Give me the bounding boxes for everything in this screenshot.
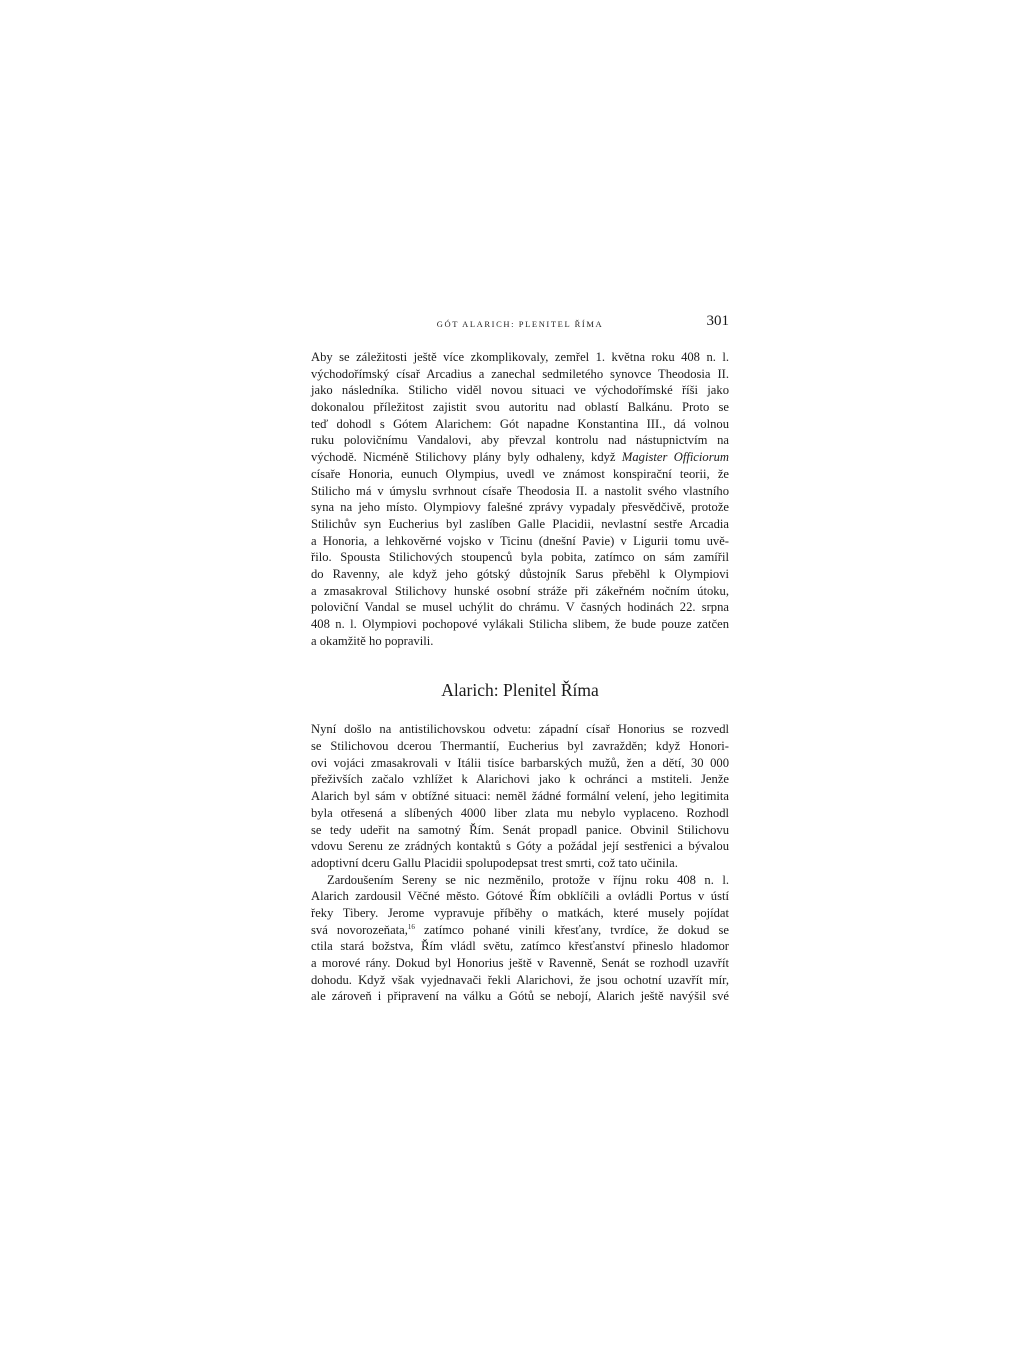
text-line: Stilicho má v úmyslu svrhnout císaře Theodosia II. a nastolit svého vlastního [311, 483, 729, 498]
text-line: ctila stará božstva, Řím vládl světu, zatímco křesťanství přineslo hladomor [311, 939, 729, 954]
text-run: zatímco pohané vinili křesťany, tvrdíce, že dokud se [414, 922, 729, 937]
text-line: Zardoušením Sereny se nic nezměnilo, protože v říjnu roku 408 n. l. [327, 872, 729, 887]
text-run: východě. Nicméně Stilichovy plány byly odhaleny, když [311, 450, 622, 465]
text-line: ale zároveň i připravení na válku a Gótů se nebojí, Alarich ještě navýšil své [311, 989, 729, 1004]
text-line: vdovu Serenu ze zrádných kontaktů s Góty a požádal její sestřenici a bývalou [311, 839, 729, 854]
text-line: Stilichův syn Eucherius byl zaslíben Galle Placidii, nevlastní sestře Arcadia [311, 516, 729, 531]
text-line: a okamžitě ho popravili. [311, 633, 434, 648]
paragraph-3 [311, 872, 729, 1006]
text-line: dokonalou příležitost zajistit svou autoritu nad oblastí Balkánu. Proto se [311, 400, 729, 415]
section-heading: Alarich: Plenitel Říma [441, 680, 599, 701]
paragraph-2 [311, 721, 729, 871]
text-line: Alarich byl sám v obtížné situaci: neměl žádné formální velení, jeho legitimita [311, 789, 729, 804]
text-line: dohodu. Když však vyjednavači řekli Alarichovi, že jsou ochotní uzavřít mír, [311, 972, 729, 987]
text-line: poloviční Vandal se musel uchýlit do chrámu. V časných hodinách 22. srpna [311, 600, 729, 615]
text-line: Aby se záležitosti ještě více zkomplikovaly, zemřel 1. května roku 408 n. l. [311, 350, 729, 364]
text-line [311, 922, 729, 939]
text-line: se Stilichovou dcerou Thermantií, Eucherius byl zavražděn; když Honori- [311, 739, 729, 754]
text-line: teď dohodl s Gótem Alarichem: Gót napadne Konstantina III., dá volnou [311, 416, 729, 431]
text-line: Nyní došlo na antistilichovskou odvetu: západní císař Honorius se rozvedl [311, 722, 729, 737]
footnote-marker: 16 [407, 922, 415, 931]
text-line: a Honoria, a lehkověrné vojsko v Ticinu (dnešní Pavie) v Ligurii tomu uvě- [311, 533, 729, 548]
text-line: ruku polovičnímu Vandalovi, aby převzal kontrolu nad nástupnictvím na [311, 433, 729, 448]
text-line: přeživších začalo vzhlížet k Alarichovi jako k ochránci a mstiteli. Jenže [311, 772, 729, 787]
text-line [311, 449, 729, 466]
text-line: adoptivní dceru Gallu Placidii spolupodepsat trest smrti, což tato učinila. [311, 855, 678, 870]
italic-term: Magister Officiorum [621, 450, 729, 465]
text-line: byla otřesená a slíbených 4000 liber zlata mu nebylo vyplaceno. Rozhodl [311, 805, 729, 820]
text-line: ovi vojáci zmasakrovali v Itálii tisíce barbarských mužů, žen a dětí, 30 000 [311, 755, 729, 770]
text-line: syna na jeho místo. Olympiovy falešné zprávy vypadaly přesvědčivě, protože [311, 500, 729, 515]
text-line: se tedy udeřit na samotný Řím. Senát propadl panice. Obvinil Stilichovu [311, 822, 729, 837]
text-line: řilo. Spousta Stilichových stoupenců byla pobita, zatímco on sám zamířil [311, 550, 729, 565]
running-title: GÓT ALARICH: PLENITEL ŘÍMA [436, 319, 604, 329]
text-line: a morové rány. Dokud byl Honorius ještě v Ravenně, Senát se rozhodl uzavřít [311, 956, 729, 970]
text-line: 408 n. l. Olympiovi pochopové vylákali Stilicha slibem, že bude pouze zatčen [311, 617, 729, 631]
text-line: a zmasakroval Stilichovy hunské osobní stráže při zákeřném nočním útoku, [311, 583, 729, 598]
text-run: svá novorozeňata, [311, 922, 408, 937]
text-line: Alarich zardousil Věčné město. Gótové Řím obklíčili a ovládli Portus v ústí [311, 889, 729, 904]
text-line: do Ravenny, ale když jeho gótský důstojník Sarus přeběhl k Olympiovi [311, 566, 729, 581]
book-page [311, 313, 729, 1005]
text-line: císaře Honoria, eunuch Olympius, uvedl ve známost konspirační teorii, že [311, 466, 729, 481]
page-number: 301 [706, 313, 729, 329]
text-line: řeky Tibery. Jerome vypravuje příběhy o matkách, které musely pojídat [311, 905, 729, 920]
running-head [311, 313, 729, 335]
text-line: východořímský císař Arcadius a zanechal sedmiletého synovce Theodosia II. [311, 366, 729, 381]
paragraph-1 [311, 349, 729, 649]
text-line: jako následníka. Stilicho viděl novou situaci ve východořímské říši jako [311, 383, 729, 398]
